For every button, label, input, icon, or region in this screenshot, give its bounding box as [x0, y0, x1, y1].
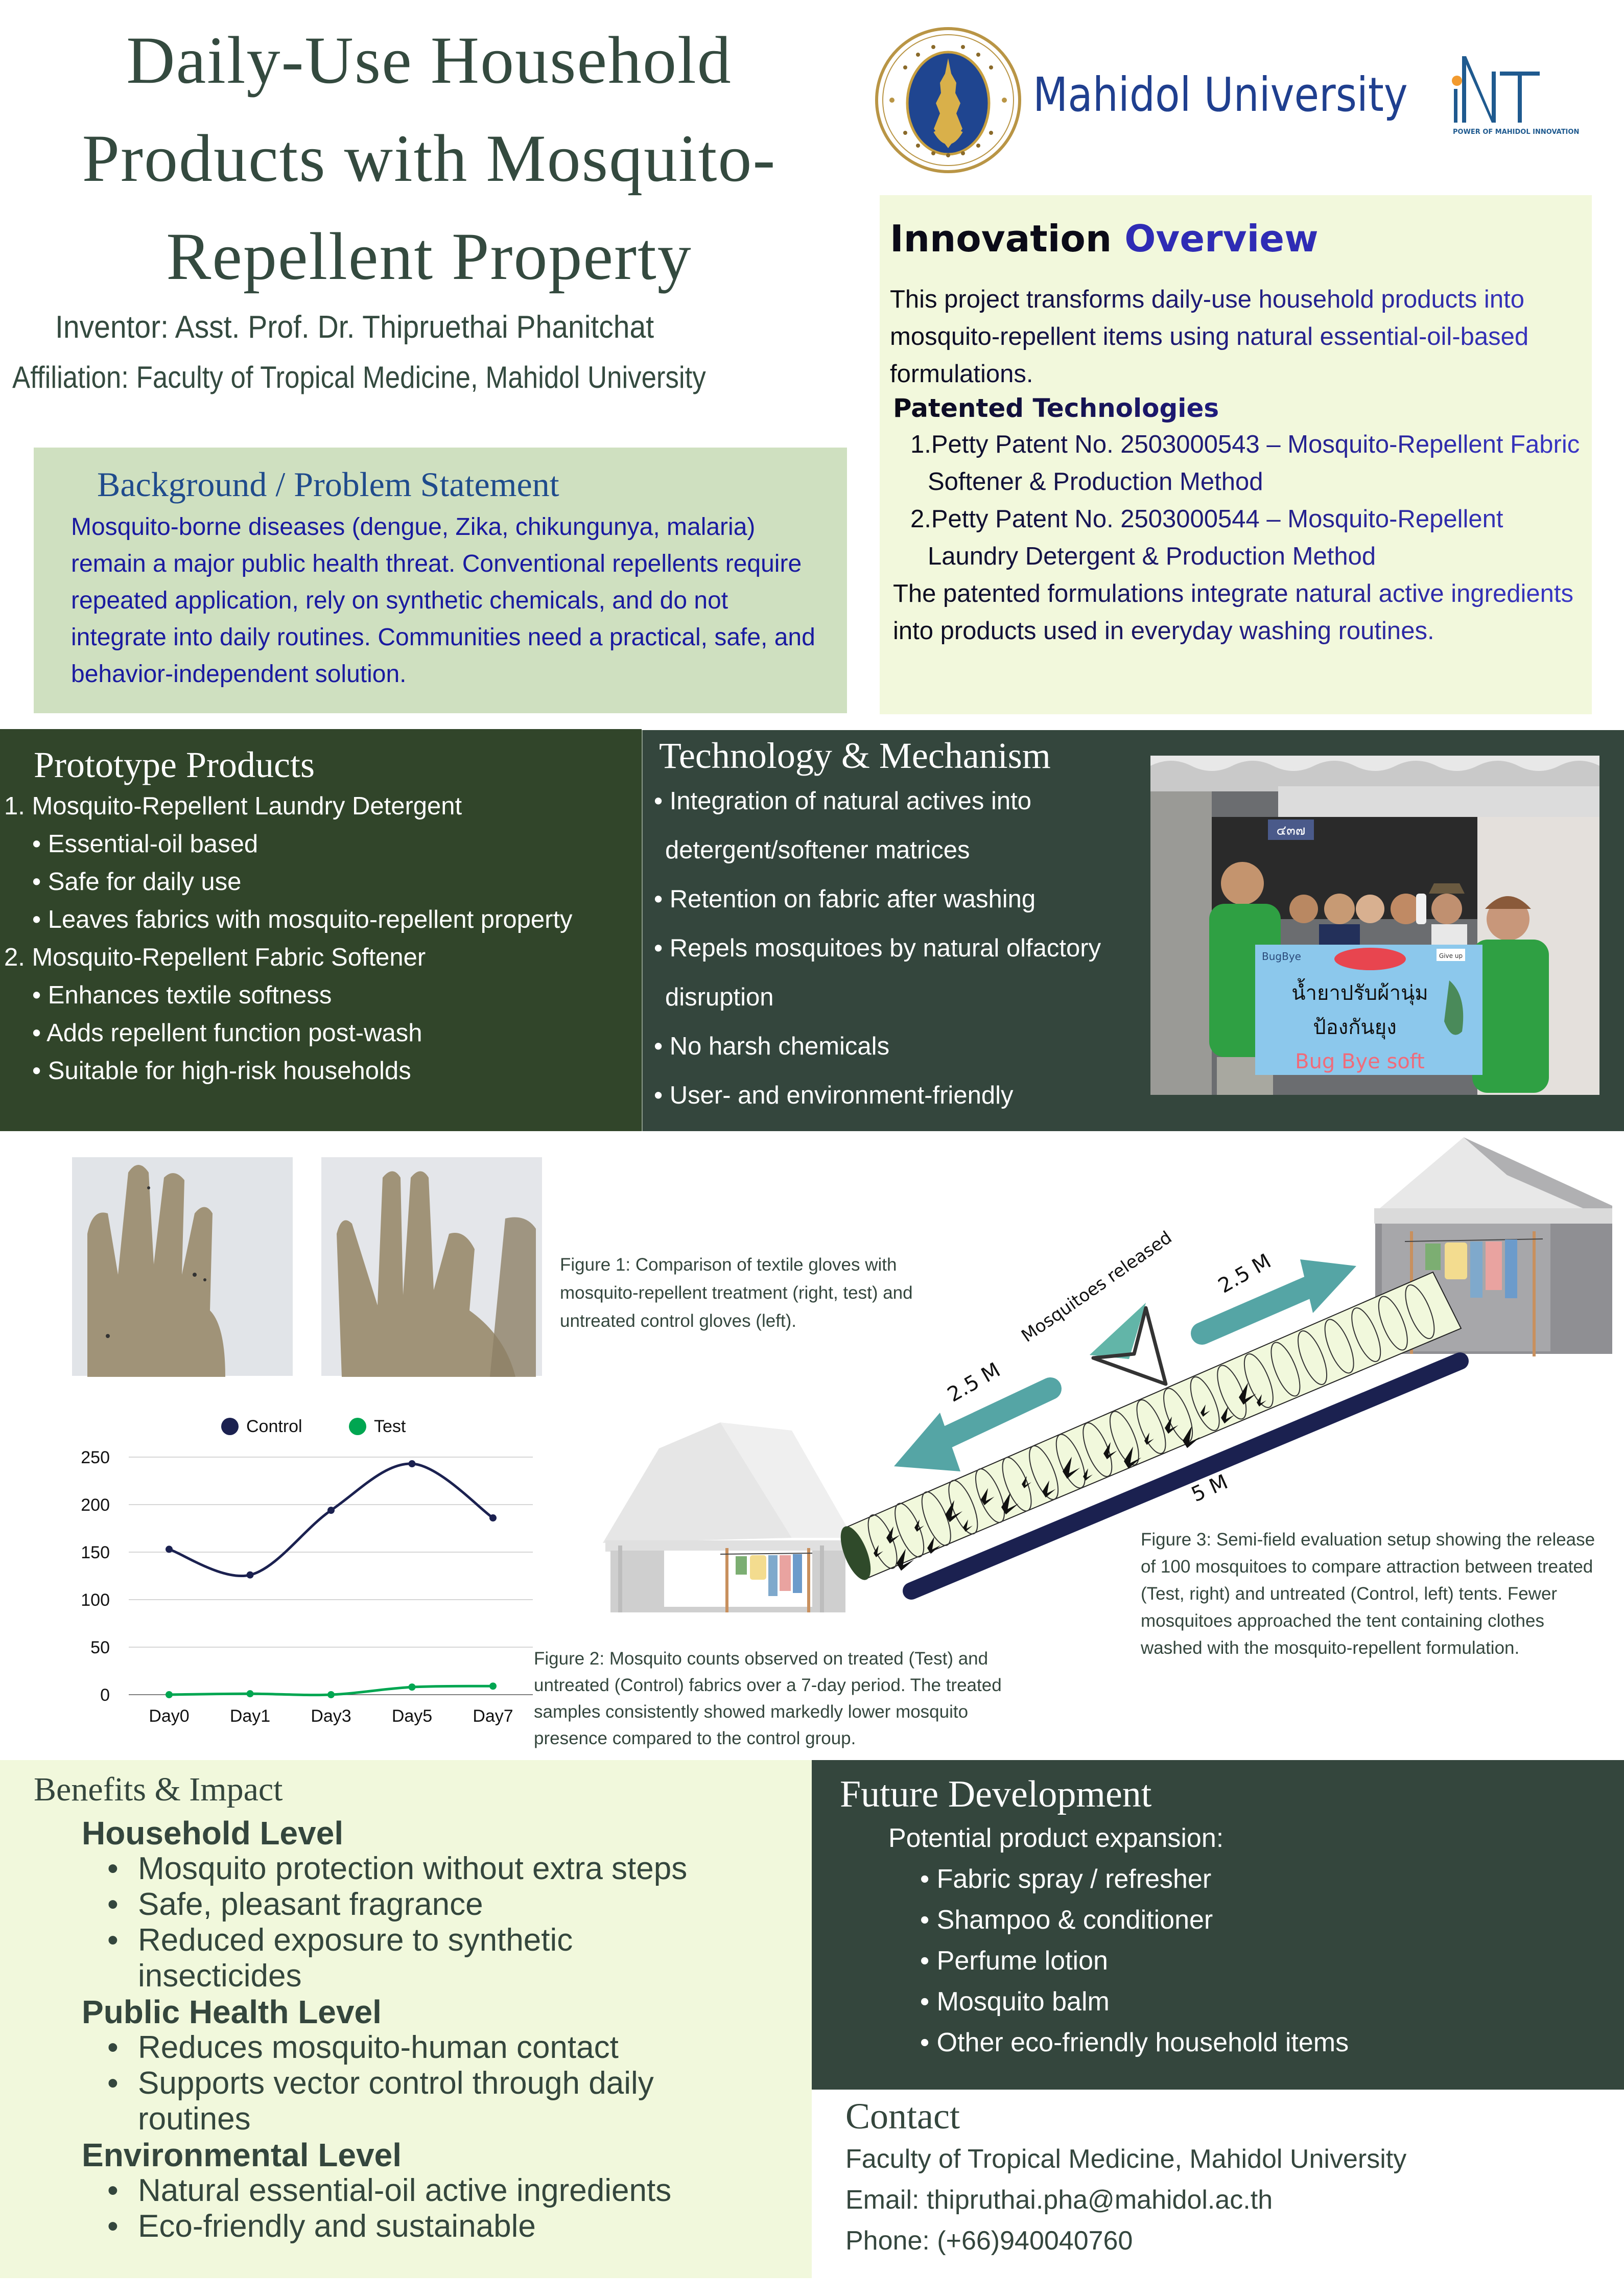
data-point-control [409, 1460, 416, 1467]
figure2-caption: Figure 2: Mosquito counts observed on treated (Test) and untreated (Control) fabrics over a 7-day period. The treated samples consistently showed markedly lower mosquito presence compared to the control group. [534, 1649, 1002, 1748]
technology-panel [642, 730, 1624, 1131]
benefit-level-heading: Household Level [82, 1815, 344, 1852]
contact-title: Contact [845, 2096, 960, 2137]
patents-heading: Patented Technologies [890, 393, 1582, 424]
title-line: Products with Mosquito- [82, 121, 776, 196]
technology-title: Technology & Mechanism [659, 735, 1051, 776]
x-tick-label: Day7 [473, 1706, 513, 1726]
chart-series [166, 1460, 497, 1698]
product-point: • Leaves fabrics with mosquito-repellent property [32, 906, 573, 933]
int-tagline: POWER OF MAHIDOL INNOVATION [1453, 128, 1580, 136]
data-point-control [489, 1514, 497, 1521]
data-point-control [327, 1507, 335, 1514]
y-tick-label: 100 [81, 1590, 110, 1610]
future-intro: Potential product expansion: [888, 1823, 1224, 1853]
benefits-list [34, 1815, 800, 2244]
prototype-list [4, 787, 637, 1090]
innovation-intro: This project transforms daily-use household products into mosquito-repellent items using natural essential-oil-based formulations. [890, 281, 1585, 393]
technology-point: • User- and environment-friendly [654, 1082, 1014, 1109]
legend-label: Test [374, 1417, 406, 1436]
future-development-panel [812, 1760, 1624, 2090]
product-label: 1. Mosquito-Repellent Laundry Detergent [4, 792, 462, 820]
product-point: • Safe for daily use [32, 868, 242, 896]
background-panel [34, 448, 847, 713]
product-point: • Enhances textile softness [32, 981, 332, 1009]
benefit-point: • Mosquito protection without extra steps [138, 1851, 800, 1887]
benefit-point: • Natural essential-oil active ingredients [138, 2173, 800, 2209]
benefit-level-heading: Public Health Level [82, 1994, 382, 2030]
benefit-level-heading: Environmental Level [82, 2137, 402, 2173]
community-photo [1150, 756, 1599, 1095]
mosquito-count-line-chart [61, 1400, 552, 1732]
future-item: • Perfume lotion [920, 1946, 1108, 1976]
background-title: Background / Problem Statement [97, 465, 559, 504]
benefits-title: Benefits & Impact [34, 1771, 283, 1808]
legend-marker [349, 1418, 366, 1435]
background-text: Mosquito-borne diseases (dengue, Zika, chikungunya, malaria) remain a major public health threat. Conventional repellents require repeated application, rely on synthetic chemicals, and do not integrate into daily routines. Communities need a practical, safe, and behavior-independent solution. [71, 513, 815, 688]
y-tick-label: 0 [100, 1685, 110, 1705]
legend-marker [221, 1418, 239, 1435]
contact-organization: Faculty of Tropical Medicine, Mahidol University [845, 2144, 1407, 2174]
benefit-point: • Safe, pleasant fragrance [138, 1887, 800, 1923]
benefit-point: • Supports vector control through daily routines [138, 2066, 710, 2137]
contact-phone[interactable]: Phone: (+66)940040760 [845, 2226, 1133, 2256]
y-tick-label: 150 [81, 1543, 110, 1562]
future-item: • Fabric spray / refresher [920, 1864, 1212, 1894]
future-list [840, 1859, 1614, 2063]
y-tick-label: 250 [81, 1448, 110, 1467]
mahidol-seal-logo [875, 27, 1022, 174]
innovation-title-part1: Innovation [890, 217, 1112, 260]
contact-lines [845, 2139, 1612, 2261]
data-point-test [166, 1691, 173, 1698]
technology-point: • Integration of natural actives into detergent/softener matrices [654, 787, 1031, 864]
x-tick-label: Day3 [311, 1706, 351, 1726]
innovation-title [890, 216, 1582, 262]
technology-point: • Repels mosquitoes by natural olfactory disruption [654, 934, 1101, 1011]
title-line: Daily-Use Household [126, 22, 732, 98]
left-distance-label: 2.5 M [944, 1358, 1004, 1407]
contact-email[interactable]: Email: thipruthai.pha@mahidol.ac.th [845, 2185, 1273, 2215]
banner-product: Bug Bye soft [1295, 1050, 1425, 1073]
future-item: • Shampoo & conditioner [920, 1905, 1213, 1935]
chart-x-ticks [149, 1706, 513, 1726]
series-line-control [169, 1464, 493, 1576]
house-number: ๔๓๗ [1276, 823, 1306, 838]
banner-thai-line1: น้ำยาปรับผ้านุ่ม [1291, 981, 1428, 1005]
innovation-overview-panel [880, 195, 1592, 714]
data-point-test [489, 1682, 497, 1690]
total-distance-label: 5 M [1188, 1470, 1232, 1507]
product-point: • Adds repellent function post-wash [32, 1019, 422, 1047]
future-item: • Mosquito balm [920, 1987, 1110, 2017]
patent-list [890, 426, 1585, 575]
int-logo [1451, 56, 1580, 138]
prototype-products-panel [0, 729, 642, 1131]
technology-text-column [654, 730, 1144, 1131]
contact-panel [845, 2095, 1612, 2261]
data-point-control [247, 1572, 254, 1579]
release-label: Mosquitoes released [1018, 1227, 1176, 1347]
chart-grid [129, 1457, 533, 1695]
product-point: • Essential-oil based [32, 830, 258, 858]
figure3-caption: Figure 3: Semi-field evaluation setup showing the release of 100 mosquitoes to compare attraction between treated (Test, right) and untreated (Control, left) tents. Fewer mosquitoes approached the tent containing clothes washed with the mosquito-repellent formulation. [1141, 1530, 1595, 1658]
banner-sign: Give up [1439, 952, 1463, 959]
data-point-test [409, 1683, 416, 1691]
title-line: Repellent Property [166, 219, 692, 294]
treated-glove-photo [321, 1157, 542, 1376]
innovation-closing: The patented formulations integrate natural active ingredients into products used in everyday washing routines. [890, 575, 1580, 650]
benefit-point: • Reduced exposure to synthetic insecticides [138, 1923, 598, 1994]
product-label: 2. Mosquito-Repellent Fabric Softener [4, 944, 426, 971]
chart-y-ticks [81, 1448, 110, 1705]
prototype-title: Prototype Products [34, 744, 315, 785]
banner-brand: BugBye [1262, 950, 1301, 963]
future-title: Future Development [840, 1773, 1152, 1815]
inventor-line: Inventor: Asst. Prof. Dr. Thipruethai Phanitchat [55, 310, 654, 345]
y-tick-label: 50 [90, 1638, 110, 1657]
benefit-point: • Eco-friendly and sustainable [138, 2209, 800, 2244]
future-item: • Other eco-friendly household items [920, 2028, 1349, 2057]
legend-label: Control [246, 1417, 302, 1436]
technology-list [654, 777, 1144, 1120]
benefits-panel [0, 1760, 812, 2278]
x-tick-label: Day0 [149, 1706, 190, 1726]
poster-title [5, 11, 853, 306]
product-point: • Suitable for high-risk households [32, 1057, 411, 1085]
control-glove-photo [72, 1157, 293, 1376]
y-tick-label: 200 [81, 1495, 110, 1515]
figure1-caption: Figure 1: Comparison of textile gloves with mosquito-repellent treatment (right, test) and untreated control gloves (left). [560, 1255, 913, 1331]
benefit-point: • Reduces mosquito-human contact [138, 2030, 800, 2066]
affiliation-line: Affiliation: Faculty of Tropical Medicine, Mahidol University [12, 360, 706, 394]
control-tent [603, 1422, 853, 1612]
x-tick-label: Day1 [229, 1706, 271, 1726]
technology-point: • No harsh chemicals [654, 1033, 890, 1060]
technology-point: • Retention on fabric after washing [654, 885, 1036, 913]
right-distance-label: 2.5 M [1214, 1249, 1275, 1298]
patent-item: 1.Petty Patent No. 2503000543 – Mosquito-Repellent Fabric Softener & Production Method [910, 431, 1580, 496]
data-point-control [166, 1545, 173, 1553]
banner-thai-line2: ป้องกันยุง [1313, 1016, 1397, 1039]
data-point-test [247, 1690, 254, 1697]
patent-item: 2.Petty Patent No. 2503000544 – Mosquito-Repellent Laundry Detergent & Production Method [910, 505, 1503, 570]
x-tick-label: Day5 [391, 1706, 433, 1726]
innovation-title-part2: Overview [1124, 217, 1319, 260]
chart-legend [221, 1417, 406, 1436]
university-name: Mahidol University [1033, 67, 1408, 122]
mosquito-release-marker [1090, 1303, 1166, 1384]
data-point-test [327, 1691, 335, 1698]
